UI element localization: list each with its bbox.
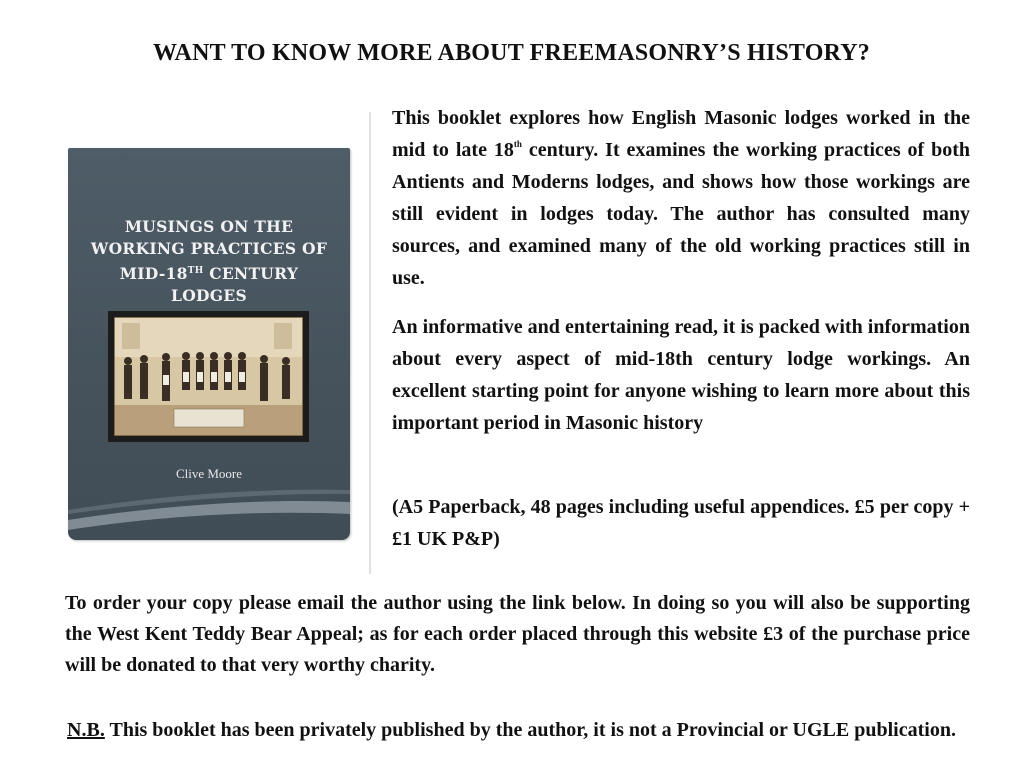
cover-title: MUSINGS ON THE WORKING PRACTICES OF MID-18TH CENTURY LODGES bbox=[90, 217, 328, 305]
book-cover-image bbox=[68, 148, 350, 540]
order-instructions: To order your copy please email the author using the link below. In doing so you will also be supporting the West Kent Teddy Bear Appeal; as for each order placed through this website £3 of the purchase price will be donated to that very worthy charity. bbox=[65, 592, 970, 676]
description-paragraph-1: This booklet explores how English Masonic lodges worked in the mid to late 18th century. It examines the working practices of both Antients and Moderns lodges, and shows how those workings are still evident in lodges today. The author has consulted many sources, and examined many of the old working practices still in use. bbox=[392, 107, 971, 289]
vertical-divider bbox=[369, 112, 371, 574]
description-paragraph-2: An informative and entertaining read, it is packed with information about every aspect of mid-18th century lodge workings. An excellent starting point for anyone wishing to learn more about this important period in Masonic history bbox=[392, 316, 970, 434]
nb-label: N.B. bbox=[67, 719, 105, 741]
cover-swoosh-decoration bbox=[68, 480, 350, 540]
cover-painting-frame bbox=[108, 311, 309, 442]
pricing-paragraph: (A5 Paperback, 48 pages including useful appendices. £5 per copy + £1 UK P&P) bbox=[392, 496, 970, 550]
publication-note bbox=[60, 715, 963, 746]
lodge-painting-illustration bbox=[114, 317, 303, 436]
nb-text: This booklet has been privately published by the author, it is not a Provincial or UGLE publication. bbox=[104, 719, 956, 741]
cover-author: Clive Moore bbox=[175, 466, 243, 481]
page-headline: WANT TO KNOW MORE ABOUT FREEMASONRY’S HISTORY? bbox=[153, 40, 870, 66]
